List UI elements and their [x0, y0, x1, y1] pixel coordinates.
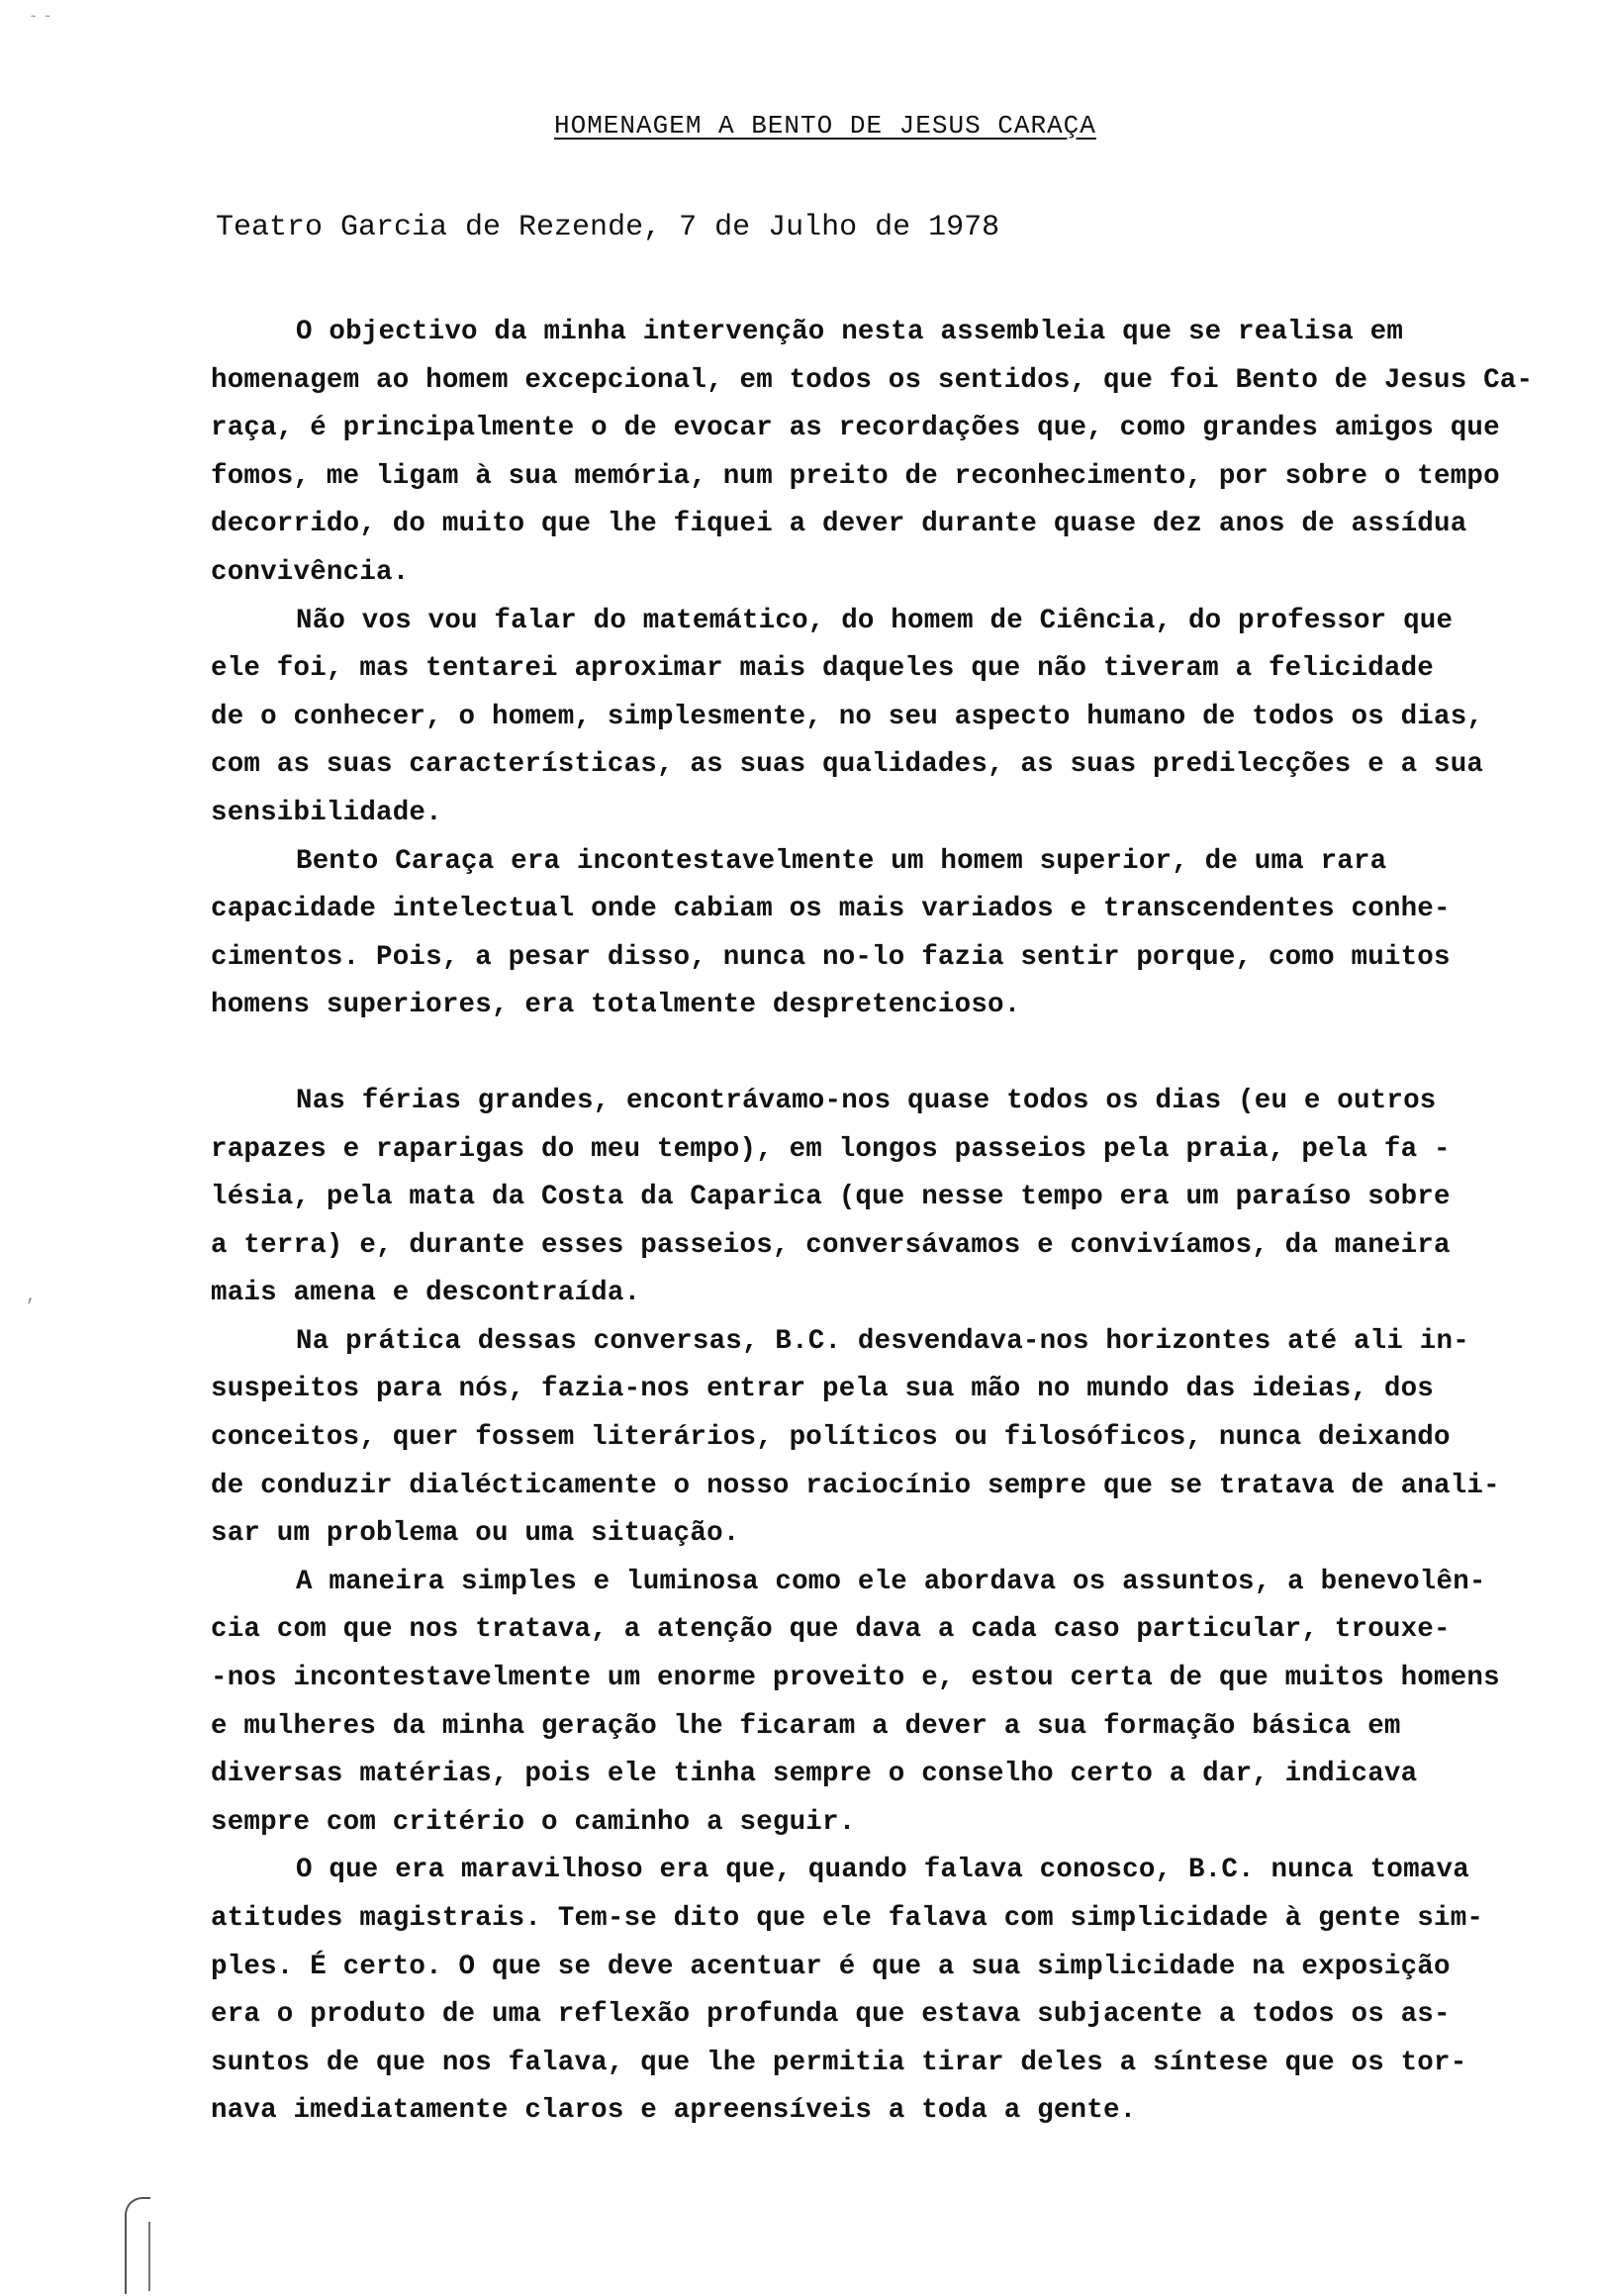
venue-date-line: Teatro Garcia de Rezende, 7 de Julho de 1978	[216, 211, 1000, 244]
paragraph-1: O objectivo da minha intervenção nesta assembleia que se realisa em homenagem ao homem excepcional, em todos os sentidos, que foi Bento de Jesus Ca- raça, é principalmente o de evocar as recordações que, como grandes amigos que fomos, me ligam à sua memória, num preito de reconhecimento, por sobre o tempo decorrido, do muito que lhe fiquei a dever durante quase dez anos de assídua convivência.	[211, 317, 1534, 588]
binding-mark	[125, 2197, 150, 2294]
paragraph-gap	[211, 1030, 1592, 1078]
scan-mark: ˜ ˜	[30, 14, 51, 28]
paragraph-6: A maneira simples e luminosa como ele abordava os assuntos, a benevolên- cia com que nos tratava, a atenção que dava a cada caso particular, trouxe- -nos incontestavelmente um enorme proveito e, estou certa de que muitos homens e mulheres da minha geração lhe ficaram a dever a sua formação básica em diversas matérias, pois ele tinha sempre o conselho certo a dar, indicava sempre com critério o caminho a seguir.	[211, 1566, 1500, 1838]
paragraph-3: Bento Caraça era incontestavelmente um homem superior, de uma rara capacidade intelectual onde cabiam os mais variados e transcendentes conhe- cimentos. Pois, a pesar disso, nunca no-lo fazia sentir porque, como muitos homens superiores, era totalmente despretencioso.	[211, 845, 1451, 1021]
binding-mark-line	[148, 2222, 150, 2291]
paragraph-5: Na prática dessas conversas, B.C. desvendava-nos horizontes até ali in- suspeitos para nós, fazia-nos entrar pela sua mão no mundo das ideias, dos conceitos, quer fossem literários, políticos ou filosóficos, nunca deixando de conduzir dialécticamente o nosso raciocínio sempre que se tratava de anali- sar um problema ou uma situação.	[211, 1325, 1500, 1550]
margin-mark: ,	[26, 1287, 37, 1306]
paragraph-4: Nas férias grandes, encontrávamo-nos quase todos os dias (eu e outros rapazes e raparigas do meu tempo), em longos passeios pela praia, pela fa - lésia, pela mata da Costa da Caparica (que nesse tempo era um paraíso sobre a terra) e, durante esses passeios, conversávamos e convivíamos, da maneira mais amena e descontraída.	[211, 1085, 1451, 1309]
paragraph-2: Não vos vou falar do matemático, do homem de Ciência, do professor que ele foi, mas tentarei aproximar mais daqueles que não tiveram a felicidade de o conhecer, o homem, simplesmente, no seu aspecto humano de todos os dias, com as suas características, as suas qualidades, as suas predilecções e a sua sensibilidade.	[211, 605, 1484, 828]
paragraph-7: O que era maravilhoso era que, quando falava conosco, B.C. nunca tomava atitudes magistrais. Tem-se dito que ele falava com simplicidade à gente sim- ples. É certo. O que se deve acentuar é que a sua simplicidade na exposição era o produto de uma reflexão profunda que estava subjacente a todos os as- suntos de que nos falava, que lhe permitia tirar deles a síntese que os tor- nava imediatamente claros e apreensíveis a toda a gente.	[211, 1855, 1484, 2127]
page-title: HOMENAGEM A BENTO DE JESUS CARAÇA	[554, 111, 1096, 141]
document-body	[211, 309, 1592, 2136]
